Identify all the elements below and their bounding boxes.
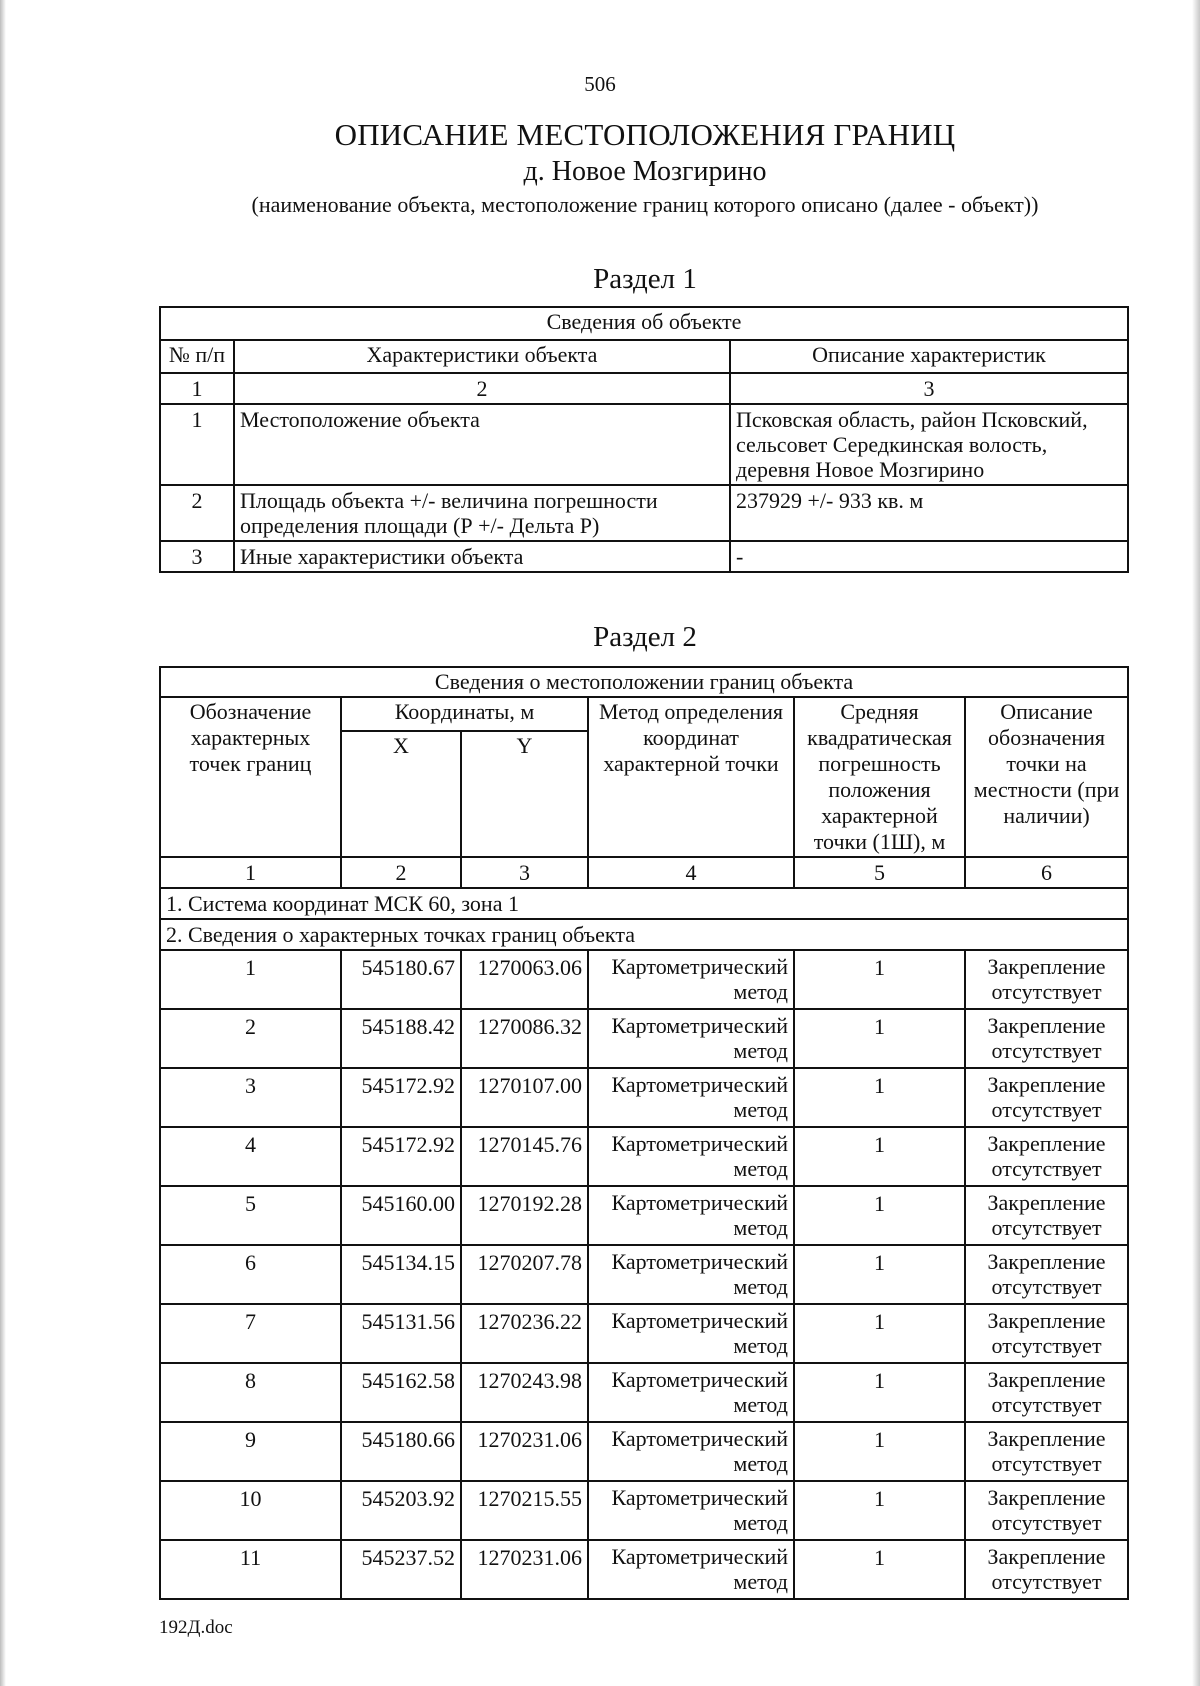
column-header-points: Обозначение характерных точек границ bbox=[160, 697, 341, 857]
row-characteristic: Площадь объекта +/- величина погрешности определения площади (Р +/- Дельта Р) bbox=[234, 485, 730, 541]
column-number-6: 6 bbox=[965, 857, 1128, 888]
point-method: Картометрический метод bbox=[588, 1009, 794, 1068]
point-y: 1270215.55 bbox=[461, 1481, 588, 1540]
point-number: 4 bbox=[160, 1127, 341, 1186]
point-x: 545172.92 bbox=[341, 1127, 461, 1186]
point-description: Закрепление отсутствует bbox=[965, 1127, 1128, 1186]
point-description: Закрепление отсутствует bbox=[965, 1009, 1128, 1068]
column-header-x: X bbox=[341, 731, 461, 857]
column-number-1: 1 bbox=[160, 373, 234, 404]
point-description: Закрепление отсутствует bbox=[965, 1304, 1128, 1363]
point-number: 2 bbox=[160, 1009, 341, 1068]
point-description: Закрепление отсутствует bbox=[965, 1186, 1128, 1245]
point-error: 1 bbox=[794, 1068, 965, 1127]
column-header-method: Метод определения координат характерной точки bbox=[588, 697, 794, 857]
point-description: Закрепление отсутствует bbox=[965, 1422, 1128, 1481]
point-error: 1 bbox=[794, 1186, 965, 1245]
point-description: Закрепление отсутствует bbox=[965, 1540, 1128, 1599]
point-number: 10 bbox=[160, 1481, 341, 1540]
table-row bbox=[160, 950, 1128, 1009]
column-header-description: Описание характеристик bbox=[730, 340, 1128, 373]
page-number: 506 bbox=[584, 72, 616, 96]
table-row bbox=[160, 485, 1128, 541]
column-header-y: Y bbox=[461, 731, 588, 857]
row-description: Псковская область, район Псковский, сельсовет Середкинская волость, деревня Новое Мозгирино bbox=[730, 404, 1128, 485]
row-characteristic: Иные характеристики объекта bbox=[234, 541, 730, 572]
table-row bbox=[160, 1009, 1128, 1068]
column-number-3: 3 bbox=[730, 373, 1128, 404]
column-number-4: 4 bbox=[588, 857, 794, 888]
point-x: 545131.56 bbox=[341, 1304, 461, 1363]
point-x: 545203.92 bbox=[341, 1481, 461, 1540]
point-method: Картометрический метод bbox=[588, 1245, 794, 1304]
footer-filename: 192Д.doc bbox=[159, 1617, 233, 1638]
document-title: ОПИСАНИЕ МЕСТОПОЛОЖЕНИЯ ГРАНИЦ bbox=[334, 117, 956, 152]
point-x: 545188.42 bbox=[341, 1009, 461, 1068]
boundary-points-table bbox=[159, 666, 1129, 1600]
object-name: д. Новое Мозгирино bbox=[523, 156, 767, 187]
point-y: 1270192.28 bbox=[461, 1186, 588, 1245]
point-method: Картометрический метод bbox=[588, 1186, 794, 1245]
column-number-2: 2 bbox=[341, 857, 461, 888]
table-row bbox=[160, 1481, 1128, 1540]
column-header-coordinates: Координаты, м bbox=[341, 697, 588, 731]
point-error: 1 bbox=[794, 1422, 965, 1481]
column-header-point-description: Описание обозначения точки на местности (при наличии) bbox=[965, 697, 1128, 857]
point-method: Картометрический метод bbox=[588, 1127, 794, 1186]
point-method: Картометрический метод bbox=[588, 1540, 794, 1599]
table-row bbox=[160, 1304, 1128, 1363]
point-y: 1270107.00 bbox=[461, 1068, 588, 1127]
row-description: - bbox=[730, 541, 1128, 572]
point-y: 1270231.06 bbox=[461, 1422, 588, 1481]
table-row bbox=[160, 1068, 1128, 1127]
object-info-table-title: Сведения об объекте bbox=[160, 307, 1128, 340]
point-number: 5 bbox=[160, 1186, 341, 1245]
section-1-heading: Раздел 1 bbox=[593, 263, 697, 295]
point-error: 1 bbox=[794, 1009, 965, 1068]
section-2-heading: Раздел 2 bbox=[593, 621, 697, 653]
page-edge-right bbox=[1192, 0, 1200, 1686]
object-info-table bbox=[159, 306, 1129, 573]
point-error: 1 bbox=[794, 1540, 965, 1599]
page-edge-left bbox=[0, 0, 6, 1686]
point-number: 6 bbox=[160, 1245, 341, 1304]
points-body bbox=[160, 950, 1128, 1599]
column-header-characteristic: Характеристики объекта bbox=[234, 340, 730, 373]
column-number-5: 5 bbox=[794, 857, 965, 888]
column-number-2: 2 bbox=[234, 373, 730, 404]
column-number-1: 1 bbox=[160, 857, 341, 888]
point-y: 1270231.06 bbox=[461, 1540, 588, 1599]
table-row bbox=[160, 1245, 1128, 1304]
point-x: 545162.58 bbox=[341, 1363, 461, 1422]
table-row bbox=[160, 1363, 1128, 1422]
point-number: 9 bbox=[160, 1422, 341, 1481]
point-number: 3 bbox=[160, 1068, 341, 1127]
point-method: Картометрический метод bbox=[588, 1481, 794, 1540]
point-y: 1270207.78 bbox=[461, 1245, 588, 1304]
point-y: 1270063.06 bbox=[461, 950, 588, 1009]
point-error: 1 bbox=[794, 1245, 965, 1304]
table-row bbox=[160, 1540, 1128, 1599]
point-y: 1270086.32 bbox=[461, 1009, 588, 1068]
row-description: 237929 +/- 933 кв. м bbox=[730, 485, 1128, 541]
point-y: 1270236.22 bbox=[461, 1304, 588, 1363]
table-row bbox=[160, 1422, 1128, 1481]
point-description: Закрепление отсутствует bbox=[965, 1363, 1128, 1422]
point-number: 8 bbox=[160, 1363, 341, 1422]
row-number: 3 bbox=[160, 541, 234, 572]
point-number: 11 bbox=[160, 1540, 341, 1599]
point-error: 1 bbox=[794, 1127, 965, 1186]
column-number-3: 3 bbox=[461, 857, 588, 888]
boundary-table-title: Сведения о местоположении границ объекта bbox=[160, 667, 1128, 697]
point-x: 545160.00 bbox=[341, 1186, 461, 1245]
point-error: 1 bbox=[794, 1304, 965, 1363]
point-x: 545172.92 bbox=[341, 1068, 461, 1127]
point-x: 545180.66 bbox=[341, 1422, 461, 1481]
point-description: Закрепление отсутствует bbox=[965, 1481, 1128, 1540]
point-error: 1 bbox=[794, 950, 965, 1009]
point-x: 545134.15 bbox=[341, 1245, 461, 1304]
point-number: 1 bbox=[160, 950, 341, 1009]
row-characteristic: Местоположение объекта bbox=[234, 404, 730, 485]
point-method: Картометрический метод bbox=[588, 1363, 794, 1422]
point-y: 1270145.76 bbox=[461, 1127, 588, 1186]
point-number: 7 bbox=[160, 1304, 341, 1363]
table-row bbox=[160, 541, 1128, 572]
object-name-caption: (наименование объекта, местоположение границ которого описано (далее - объект)) bbox=[251, 192, 1039, 217]
point-x: 545180.67 bbox=[341, 950, 461, 1009]
points-section-row: 2. Сведения о характерных точках границ объекта bbox=[160, 919, 1128, 950]
point-error: 1 bbox=[794, 1481, 965, 1540]
point-method: Картометрический метод bbox=[588, 1422, 794, 1481]
point-description: Закрепление отсутствует bbox=[965, 1245, 1128, 1304]
table-row bbox=[160, 1186, 1128, 1245]
point-error: 1 bbox=[794, 1363, 965, 1422]
table-row bbox=[160, 1127, 1128, 1186]
coordinate-system-row: 1. Система координат МСК 60, зона 1 bbox=[160, 888, 1128, 919]
point-method: Картометрический метод bbox=[588, 1068, 794, 1127]
point-description: Закрепление отсутствует bbox=[965, 1068, 1128, 1127]
point-method: Картометрический метод bbox=[588, 950, 794, 1009]
row-number: 1 bbox=[160, 404, 234, 485]
table-row bbox=[160, 404, 1128, 485]
column-header-error: Средняя квадратическая погрешность положения характерной точки (1Ш), м bbox=[794, 697, 965, 857]
point-method: Картометрический метод bbox=[588, 1304, 794, 1363]
point-y: 1270243.98 bbox=[461, 1363, 588, 1422]
point-x: 545237.52 bbox=[341, 1540, 461, 1599]
row-number: 2 bbox=[160, 485, 234, 541]
column-header-number: № п/п bbox=[160, 340, 234, 373]
point-description: Закрепление отсутствует bbox=[965, 950, 1128, 1009]
